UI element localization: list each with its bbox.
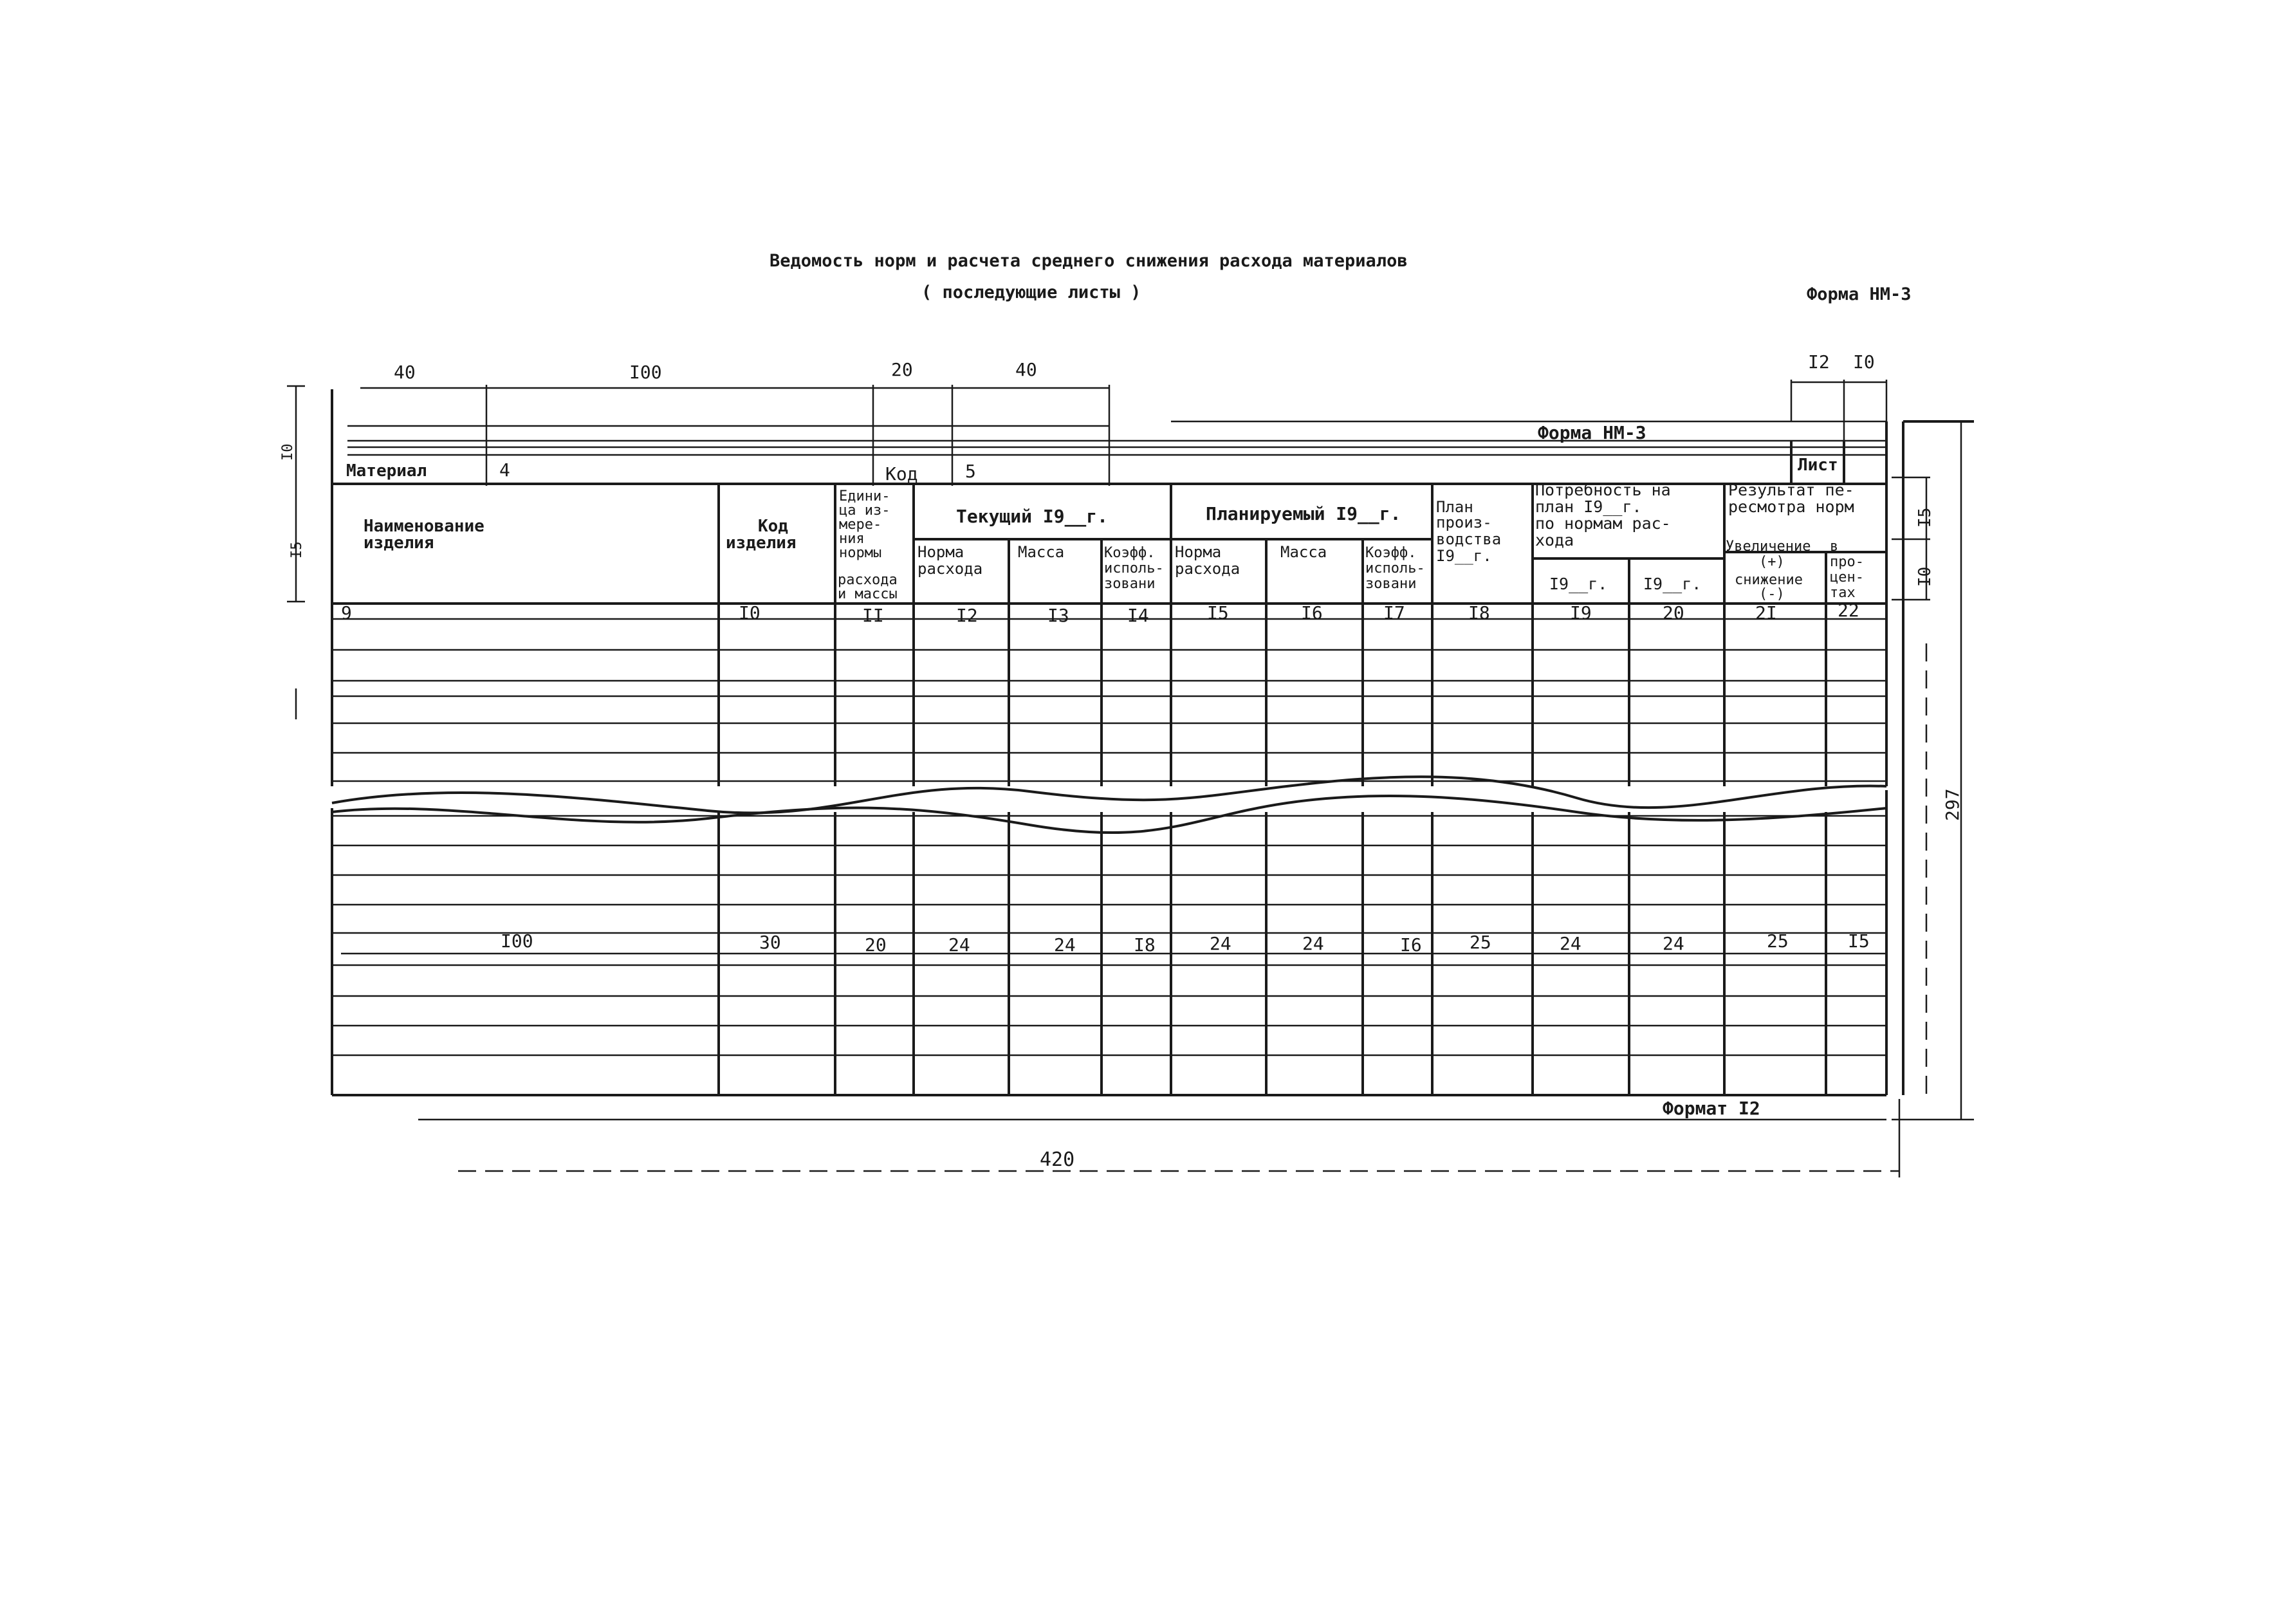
svg-text:ца из-: ца из- [839,503,890,519]
col-product-name-heading [364,517,484,553]
current-norm-heading [917,543,982,578]
svg-text:I8: I8 [1468,602,1490,623]
material-field-number: 4 [499,459,510,481]
svg-text:и массы: и массы [838,586,898,602]
svg-text:I5: I5 [1848,930,1870,952]
svg-text:II: II [862,605,884,626]
dim-left-15: I5 [289,541,305,558]
svg-text:расхода: расхода [917,560,983,578]
svg-text:тах: тах [1830,585,1856,601]
incr-decr-heading [1726,539,1811,602]
svg-text:Потребность на: Потребность на [1535,481,1671,499]
svg-text:ния: ния [839,531,865,547]
need-year1-heading: I9__г. [1549,575,1608,593]
svg-text:водства: водства [1436,530,1502,548]
svg-text:нормы: нормы [839,545,882,561]
current-year-heading: Текущий I9__г. [956,506,1109,527]
svg-text:изделия: изделия [726,533,797,553]
svg-text:исполь-: исполь- [1104,560,1164,577]
code-field-number: 5 [965,461,976,482]
break-lines [332,777,1886,833]
svg-text:22: 22 [1838,600,1859,621]
percent-heading [1830,539,1864,601]
svg-text:I5: I5 [1207,602,1229,623]
svg-text:Увеличение: Увеличение [1726,539,1811,555]
need-year2-heading: I9__г. [1643,575,1702,593]
svg-text:20: 20 [865,934,887,955]
need-heading [1535,481,1671,549]
svg-text:I8: I8 [1134,934,1156,955]
format-label: Формат I2 [1663,1098,1760,1119]
svg-text:План: План [1436,498,1473,516]
dim-top-20: 20 [891,359,913,380]
col-unit-heading [838,488,898,602]
svg-text:план I9__г.: план I9__г. [1535,497,1642,516]
svg-text:I3: I3 [1047,605,1069,626]
planned-mass-heading: Масса [1280,543,1327,561]
table-grid-lower [332,790,1886,1095]
planned-coef-heading [1365,545,1425,592]
svg-text:I2: I2 [956,605,978,626]
svg-text:Коэфф.: Коэфф. [1365,545,1417,561]
header-form-label: Форма НМ-3 [1538,422,1646,443]
form-label: Форма НМ-3 [1807,284,1912,304]
svg-text:Коэфф.: Коэфф. [1104,545,1156,561]
svg-text:Норма: Норма [917,543,964,561]
material-label: Материал [346,461,427,481]
svg-text:24: 24 [1302,933,1324,954]
svg-text:хода: хода [1535,531,1574,549]
svg-text:(-): (-) [1759,586,1785,602]
svg-text:24: 24 [948,934,970,955]
svg-text:2I: 2I [1755,602,1777,623]
dim-top-12: I2 [1808,351,1830,373]
svg-text:Наименование: Наименование [364,517,484,536]
svg-text:I9: I9 [1570,602,1592,623]
dim-right-15: I5 [1915,507,1935,528]
svg-text:24: 24 [1663,933,1684,954]
svg-text:25: 25 [1470,932,1491,953]
dim-left-10: I0 [280,443,296,461]
svg-text:исполь-: исполь- [1365,560,1425,577]
svg-text:мере-: мере- [839,517,882,533]
svg-text:(+): (+) [1759,554,1785,570]
current-coef-heading [1104,545,1164,592]
top-dimension-lines [360,380,1886,486]
svg-text:24: 24 [1560,933,1581,954]
col-product-code-heading [726,517,797,553]
svg-text:20: 20 [1663,602,1684,623]
svg-text:24: 24 [1210,933,1231,954]
code-label: Код [885,463,918,484]
svg-text:I6: I6 [1301,602,1323,623]
column-width-dimensions [501,930,1870,955]
dim-top-40a: 40 [394,362,416,383]
sheet-label: Лист [1798,456,1838,475]
svg-text:I4: I4 [1127,605,1149,626]
dim-right-10: I0 [1915,566,1935,587]
svg-text:I9__г.: I9__г. [1436,547,1492,565]
document-title: Ведомость норм и расчета среднего снижения расхода материалов [770,251,1408,271]
svg-text:про-: про- [1830,554,1864,570]
document-subtitle: ( последующие листы ) [921,282,1141,302]
svg-text:по нормам рас-: по нормам рас- [1535,514,1671,533]
dim-top-10: I0 [1853,351,1875,373]
svg-text:Норма: Норма [1175,543,1222,561]
svg-text:Результат пе-: Результат пе- [1728,481,1854,499]
svg-text:I0: I0 [739,602,761,623]
dim-top-40b: 40 [1015,359,1037,380]
svg-text:изделия: изделия [364,533,434,553]
svg-text:произ-: произ- [1436,513,1492,531]
svg-text:зовани: зовани [1365,576,1417,592]
svg-text:I7: I7 [1383,602,1405,623]
svg-text:зовани: зовани [1104,576,1156,592]
svg-text:Код: Код [758,517,788,536]
svg-text:расхода: расхода [1175,560,1240,578]
planned-year-heading: Планируемый I9__г. [1206,503,1401,524]
current-mass-heading: Масса [1018,543,1065,561]
svg-text:I00: I00 [501,930,533,952]
svg-text:расхода: расхода [838,572,898,588]
svg-text:в: в [1830,539,1839,555]
dim-total-width: 420 [1040,1149,1075,1171]
svg-text:I6: I6 [1400,934,1422,955]
planned-norm-heading [1175,543,1240,578]
svg-text:24: 24 [1054,934,1076,955]
review-heading [1728,481,1854,516]
svg-text:снижение: снижение [1735,572,1803,588]
dim-right-297: 297 [1942,788,1963,821]
svg-text:цен-: цен- [1830,569,1864,586]
dim-top-100: I00 [629,362,662,383]
svg-text:ресмотра норм: ресмотра норм [1728,497,1854,516]
svg-text:9: 9 [341,602,352,623]
production-plan-heading [1436,498,1501,565]
svg-text:Едини-: Едини- [839,488,890,504]
svg-text:30: 30 [759,932,781,953]
svg-text:25: 25 [1767,930,1789,952]
